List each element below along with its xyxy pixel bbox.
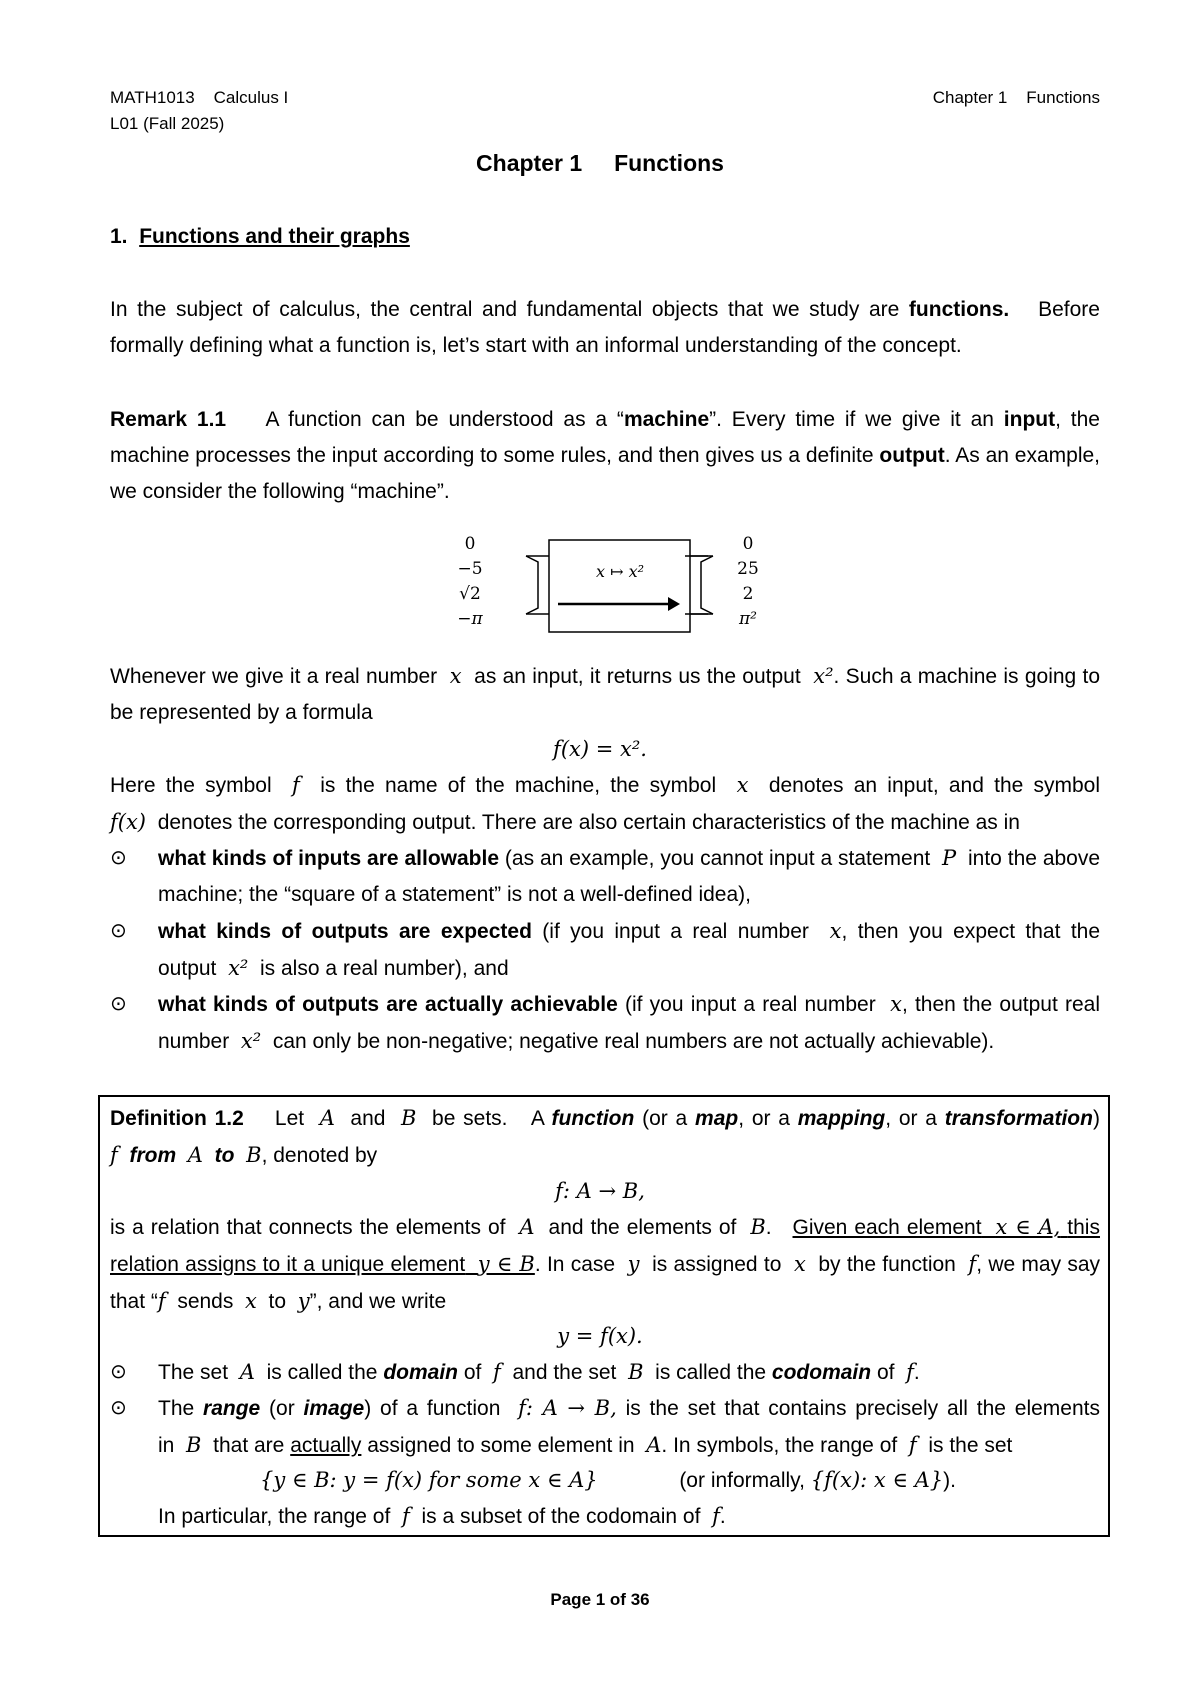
bullet-inputs: ⊙ what kinds of inputs are allowable (as an example, you cannot input a statement P into the above machine; the “square of a statement” is not a well-defined idea), [110, 840, 1100, 913]
page-title: Chapter 1 Functions [476, 150, 724, 176]
bullet-outputs-achievable: ⊙ what kinds of outputs are actually achievable (if you input a real number x, then the output real number x² can only be non-negative; negative real numbers are not actually achievable). [110, 986, 1100, 1060]
output-funnel [685, 532, 715, 640]
section-heading: 1. Functions and their graphs [110, 225, 410, 248]
equation-y-fx: y = f(x). [557, 1324, 643, 1348]
machine-explanation: Whenever we give it a real number x as an input, it returns us the output x². Such a machine is going to be represented by a formula [110, 664, 1101, 724]
input-values: 0 −5 √2 −π [457, 534, 483, 629]
definition-bullet-domain: ⊙ The set A is called the domain of f and the set B is called the codomain of f. [110, 1354, 1100, 1391]
page-number: Page 1 of 36 [550, 1590, 650, 1609]
machine-rule: x ↦ x² [595, 562, 645, 581]
header-chapter-ref: Chapter 1 Functions [932, 88, 1100, 107]
bullet-outputs-expected: ⊙ what kinds of outputs are expected (if you input a real number x, then you expect that the output x² is also a real number), and [110, 913, 1100, 987]
header-section: L01 (Fall 2025) [110, 114, 225, 133]
bullet-icon: ⊙ [110, 920, 127, 942]
intro-paragraph: In the subject of calculus, the central and fundamental objects that we study are functions. Before formally defining what a function is, let’s start with an informal understanding of the concept. [110, 298, 1100, 357]
header-course: MATH1013 Calculus I [110, 88, 289, 107]
remark-paragraph: Remark 1.1 A function can be understood as a “machine”. Every time if we give it an input, the machine processes the input according to some rules, and then gives us a definite output. As an example, we consider the following “machine”. [110, 408, 1101, 503]
definition-bullet-range: ⊙ The range (or image) of a function f: A → B, is the set that contains precisely all the elements in B that are actually assigned to some element in A. In symbols, the range of f is the set [110, 1390, 1100, 1464]
range-set-notation: {y ∈ B: y = f(x) for some x ∈ A} (or informally, {f(x): x ∈ A}). [260, 1468, 956, 1492]
bullet-icon: ⊙ [110, 847, 127, 869]
function-signature: f: A → B, [555, 1179, 645, 1203]
machine-box [518, 532, 708, 640]
definition-text: Definition 1.2 Let A and B be sets. A function (or a map, or a mapping, or a transformation) f from A to B, denoted by [110, 1106, 1100, 1167]
bullet-icon: ⊙ [110, 1397, 127, 1419]
machine-diagram [450, 532, 759, 642]
bullet-icon: ⊙ [110, 993, 127, 1015]
definition-relation: is a relation that connects the elements of A and the elements of B. Given each element x ∈ A, this relation assigns to it a unique element y ∈ B. In case y is assigned to x by the function f, we may say that “f sends x to y”, and we write [110, 1215, 1101, 1313]
formula-fx: f(x) = x². [553, 737, 647, 761]
symbol-explanation: Here the symbol f is the name of the machine, the symbol x denotes an input, and the symbol f(x) denotes the corresponding output. There are also certain characteristics of the machine as in [110, 773, 1101, 834]
output-values: 0 25 2 π² [737, 534, 759, 629]
range-subset-note: In particular, the range of f is a subset of the codomain of f. [158, 1504, 726, 1528]
bullet-icon: ⊙ [110, 1361, 127, 1383]
